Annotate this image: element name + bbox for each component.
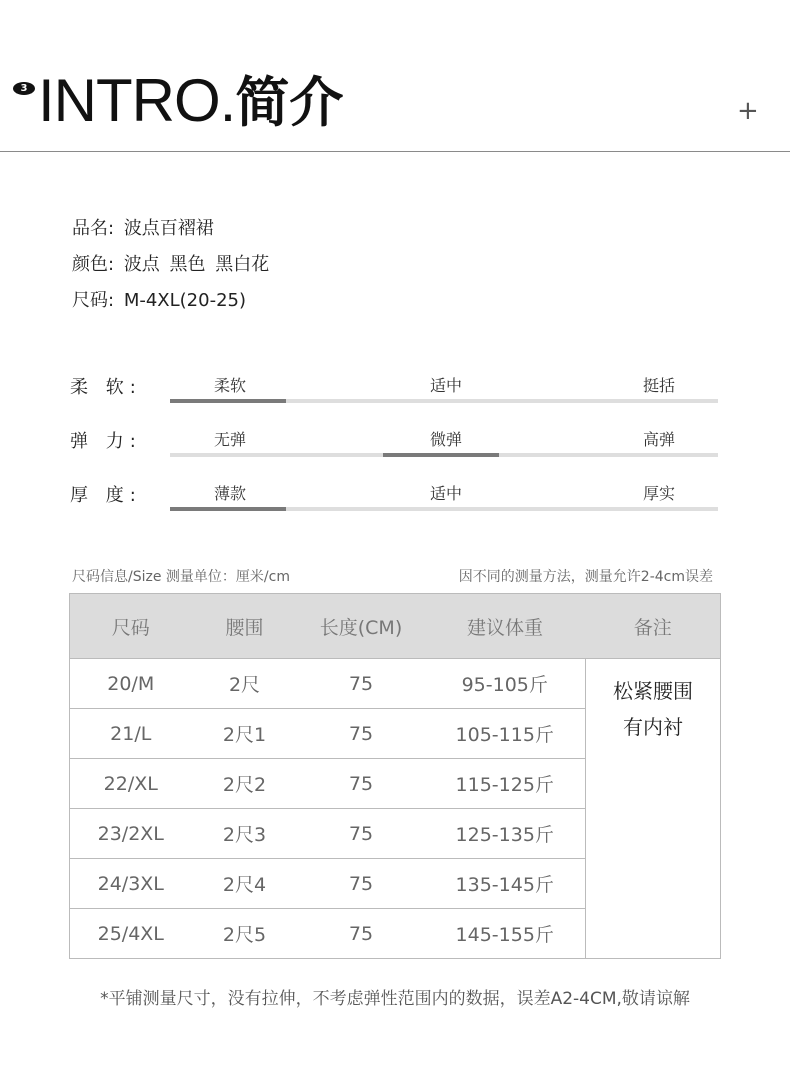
color-option: 黑色	[169, 254, 206, 275]
scale-label: 厚 度:	[70, 485, 142, 506]
scale-indicator	[170, 507, 286, 511]
weight-cell: 145-155斤	[425, 909, 586, 959]
scale-option: 厚实	[642, 484, 675, 503]
weight-cell: 105-115斤	[425, 709, 586, 759]
color-option: 黑白花	[215, 254, 270, 275]
length-cell: 75	[298, 859, 425, 909]
color-row	[72, 251, 273, 287]
size-info-note: 尺码信息/Size 测量单位：厘米/cm	[72, 569, 290, 585]
waist-cell: 2尺2	[192, 759, 298, 809]
scale-indicator	[170, 399, 286, 403]
section-number-badge: 3	[13, 82, 35, 95]
scale-track	[170, 399, 718, 403]
scale-option: 薄款	[213, 484, 246, 503]
size-cell: 21/L	[70, 709, 192, 759]
waist-cell: 2尺1	[192, 709, 298, 759]
weight-cell: 95-105斤	[425, 659, 586, 709]
size-table	[69, 593, 721, 959]
scale-track	[170, 453, 718, 457]
softness-scale	[70, 373, 720, 413]
scale-label: 弹 力:	[70, 431, 142, 452]
length-cell: 75	[298, 809, 425, 859]
column-header-weight: 建议体重	[425, 594, 586, 659]
scale-option: 无弹	[213, 430, 246, 449]
color-option: 波点	[123, 254, 160, 275]
size-row	[72, 287, 273, 323]
scale-option: 柔软	[213, 376, 246, 395]
weight-cell: 125-135斤	[425, 809, 586, 859]
measurement-tolerance-note: 因不同的测量方法，测量允许2-4cm误差	[458, 569, 713, 585]
column-header-size: 尺码	[70, 594, 192, 659]
length-cell: 75	[298, 909, 425, 959]
remark-cell	[586, 659, 721, 959]
scale-label: 柔 软:	[70, 377, 142, 398]
scale-indicator	[383, 453, 499, 457]
weight-cell: 135-145斤	[425, 859, 586, 909]
title-chinese: 简介	[235, 71, 344, 134]
page-title	[38, 68, 343, 136]
thickness-scale	[70, 481, 720, 521]
size-cell: 25/4XL	[70, 909, 192, 959]
scale-track	[170, 507, 718, 511]
size-value: M-4XL(20-25)	[123, 290, 246, 311]
column-header-waist: 腰围	[192, 594, 298, 659]
column-header-remark: 备注	[586, 594, 721, 659]
column-header-length: 长度(CM)	[298, 594, 425, 659]
size-cell: 22/XL	[70, 759, 192, 809]
scale-option: 微弹	[429, 430, 462, 449]
table-header-row	[70, 594, 721, 659]
remark-line: 有内衬	[623, 715, 683, 739]
size-cell: 24/3XL	[70, 859, 192, 909]
weight-cell: 115-125斤	[425, 759, 586, 809]
remark-line: 松紧腰围	[613, 679, 693, 703]
length-cell: 75	[298, 759, 425, 809]
product-name-label: 品名:	[72, 218, 115, 239]
waist-cell: 2尺5	[192, 909, 298, 959]
elasticity-scale	[70, 427, 720, 467]
size-cell: 20/M	[70, 659, 192, 709]
title-english: INTRO.	[38, 67, 236, 134]
size-label: 尺码:	[72, 290, 115, 311]
waist-cell: 2尺3	[192, 809, 298, 859]
product-info	[72, 215, 273, 323]
length-cell: 75	[298, 659, 425, 709]
product-name-value: 波点百褶裙	[123, 218, 214, 239]
size-cell: 23/2XL	[70, 809, 192, 859]
color-label: 颜色:	[72, 254, 115, 275]
scale-option: 适中	[429, 376, 462, 395]
waist-cell: 2尺4	[192, 859, 298, 909]
scale-option: 高弹	[642, 430, 675, 449]
scale-option: 适中	[429, 484, 462, 503]
product-name-row	[72, 215, 273, 251]
measurement-disclaimer: *平铺测量尺寸，没有拉伸，不考虑弹性范围内的数据，误差A2-4CM,敬请谅解	[100, 989, 690, 1009]
header-divider	[0, 151, 790, 152]
plus-icon[interactable]: +	[737, 96, 759, 126]
scale-option: 挺括	[642, 376, 675, 395]
length-cell: 75	[298, 709, 425, 759]
page-header	[0, 0, 790, 152]
waist-cell: 2尺	[192, 659, 298, 709]
table-row	[70, 659, 721, 709]
